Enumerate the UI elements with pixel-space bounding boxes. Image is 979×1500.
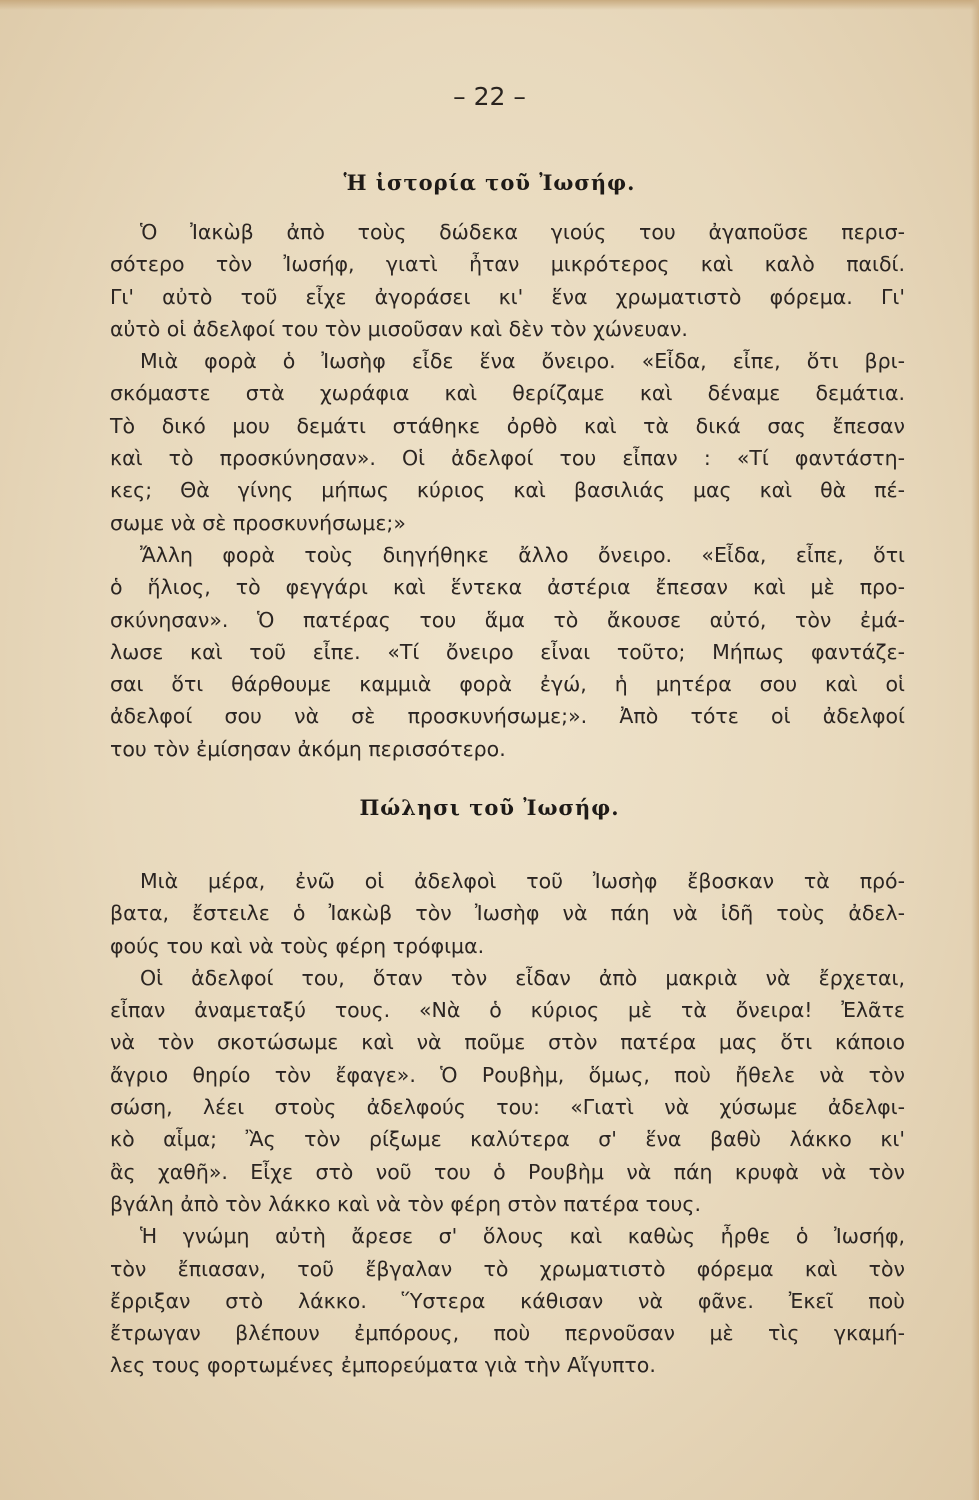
text-line: σαι ὅτι θάρθουμε καμμιὰ φορὰ ἐγώ, ἡ μητέρα σου καὶ οἱ (110, 672, 905, 697)
text-line: καὶ τὸ προσκύνησαν». Οἱ ἀδελφοί του εἶπαν : «Τί φαντάστη- (110, 446, 905, 471)
text-line: ἄγριο θηρίο τὸν ἔφαγε». Ὁ Ρουβὴμ, ὅμως, ποὺ ἤθελε νὰ τὸν (110, 1062, 905, 1087)
text-line: Ὁ Ἰακὼβ ἀπὸ τοὺς δώδεκα γιούς του ἀγαποῦσε περισ- (140, 220, 905, 244)
section-title-sale-of-joseph: Πώλησι τοῦ Ἰωσήφ. (359, 795, 620, 820)
text-line: νὰ τὸν σκοτώσωμε καὶ νὰ ποῦμε στὸν πατέρα μας ὅτι κάποιο (110, 1030, 905, 1055)
text-line: Ἄλλη φορὰ τοὺς διηγήθηκε ἄλλο ὄνειρο. «Εἶδα, εἶπε, ὅτι (140, 542, 905, 567)
text-line: βατα, ἔστειλε ὁ Ἰακὼβ τὸν Ἰωσὴφ νὰ πάη νὰ ἰδῆ τοὺς ἀδελ- (110, 901, 905, 926)
text-line: Μιὰ μέρα, ἐνῶ οἱ ἀδελφοὶ τοῦ Ἰωσὴφ ἔβοσκαν τὰ πρό- (140, 869, 905, 893)
page-right-edge (971, 0, 979, 1500)
text-line: σωμε νὰ σὲ προσκυνήσωμε;» (110, 510, 406, 535)
page-number: – 22 – (453, 82, 526, 111)
text-line: ἀδελφοί σου νὰ σὲ προσκυνήσωμε;». Ἀπὸ τότε οἱ ἀδελφοί (110, 704, 905, 729)
text-line: Τὸ δικό μου δεμάτι στάθηκε ὀρθὸ καὶ τὰ δικά σας ἔπεσαν (110, 413, 905, 438)
text-line: ὁ ἥλιος, τὸ φεγγάρι καὶ ἕντεκα ἀστέρια ἔπεσαν καὶ μὲ προ- (110, 575, 905, 600)
text-line: Οἱ ἀδελφοί του, ὅταν τὸν εἶδαν ἀπὸ μακριὰ νὰ ἔρχεται, (140, 965, 905, 990)
text-line: ἔτρωγαν βλέπουν ἐμπόρους, ποὺ περνοῦσαν μὲ τὶς γκαμή- (110, 1321, 905, 1346)
text-line: σκύνησαν». Ὁ πατέρας του ἅμα τὸ ἄκουσε αὐτό, τὸν ἐμά- (110, 607, 905, 632)
text-line: Γι' αὐτὸ τοῦ εἶχε ἀγοράσει κι' ἕνα χρωματιστὸ φόρεμα. Γι' (110, 284, 905, 309)
text-line: σώση, λέει στοὺς ἀδελφούς του: «Γιατὶ νὰ χύσωμε ἀδελφι- (110, 1095, 905, 1120)
text-line: κες; Θὰ γίνης μήπως κύριος καὶ βασιλιάς μας καὶ θὰ πέ- (110, 478, 905, 503)
text-line: φούς του καὶ νὰ τοὺς φέρη τρόφιμα. (110, 933, 485, 958)
section-body-story-of-joseph (110, 216, 905, 765)
section-title-story-of-joseph: Ἡ ἱστορία τοῦ Ἰωσήφ. (343, 170, 636, 195)
text-line: σότερο τὸν Ἰωσήφ, γιατὶ ἦταν μικρότερος καὶ καλὸ παιδί. (110, 252, 905, 277)
text-line: ἔρριξαν στὸ λάκκο. Ὕστερα κάθισαν νὰ φᾶνε. Ἐκεῖ ποὺ (110, 1288, 905, 1313)
text-line: τὸν ἔπιασαν, τοῦ ἔβγαλαν τὸ χρωματιστὸ φόρεμα καὶ τὸν (110, 1256, 905, 1281)
text-line: αὐτὸ οἱ ἀδελφοί του τὸν μισοῦσαν καὶ δὲν τὸν χώνευαν. (110, 316, 688, 341)
text-line: Μιὰ φορὰ ὁ Ἰωσὴφ εἶδε ἕνα ὄνειρο. «Εἶδα, εἶπε, ὅτι βρι- (140, 349, 905, 374)
text-line: ἂς χαθῆ». Εἶχε στὸ νοῦ του ὁ Ρουβὴμ νὰ πάη κρυφὰ νὰ τὸν (110, 1159, 905, 1184)
section-body-sale-of-joseph (110, 865, 905, 1382)
text-line: σκόμαστε στὰ χωράφια καὶ θερίζαμε καὶ δέναμε δεμάτια. (110, 381, 905, 406)
text-line: Ἡ γνώμη αὐτὴ ἄρεσε σ' ὅλους καὶ καθὼς ἦρθε ὁ Ἰωσήφ, (140, 1224, 905, 1249)
text-line: εἶπαν ἀναμεταξύ τους. «Νὰ ὁ κύριος μὲ τὰ ὄνειρα! Ἐλᾶτε (110, 998, 905, 1023)
text-line: λωσε καὶ τοῦ εἶπε. «Τί ὄνειρο εἶναι τοῦτο; Μήπως φαντάζε- (110, 639, 905, 664)
text-line: βγάλη ἀπὸ τὸν λάκκο καὶ νὰ τὸν φέρη στὸν πατέρα τους. (110, 1191, 701, 1216)
text-line: λες τους φορτωμένες ἐμπορεύματα γιὰ τὴν Αἴγυπτο. (110, 1353, 656, 1378)
text-line: κὸ αἷμα; Ἂς τὸν ρίξωμε καλύτερα σ' ἕνα βαθὺ λάκκο κι' (110, 1127, 905, 1152)
text-line: του τὸν ἐμίσησαν ἀκόμη περισσότερο. (110, 736, 506, 761)
page-top-edge (0, 0, 979, 10)
